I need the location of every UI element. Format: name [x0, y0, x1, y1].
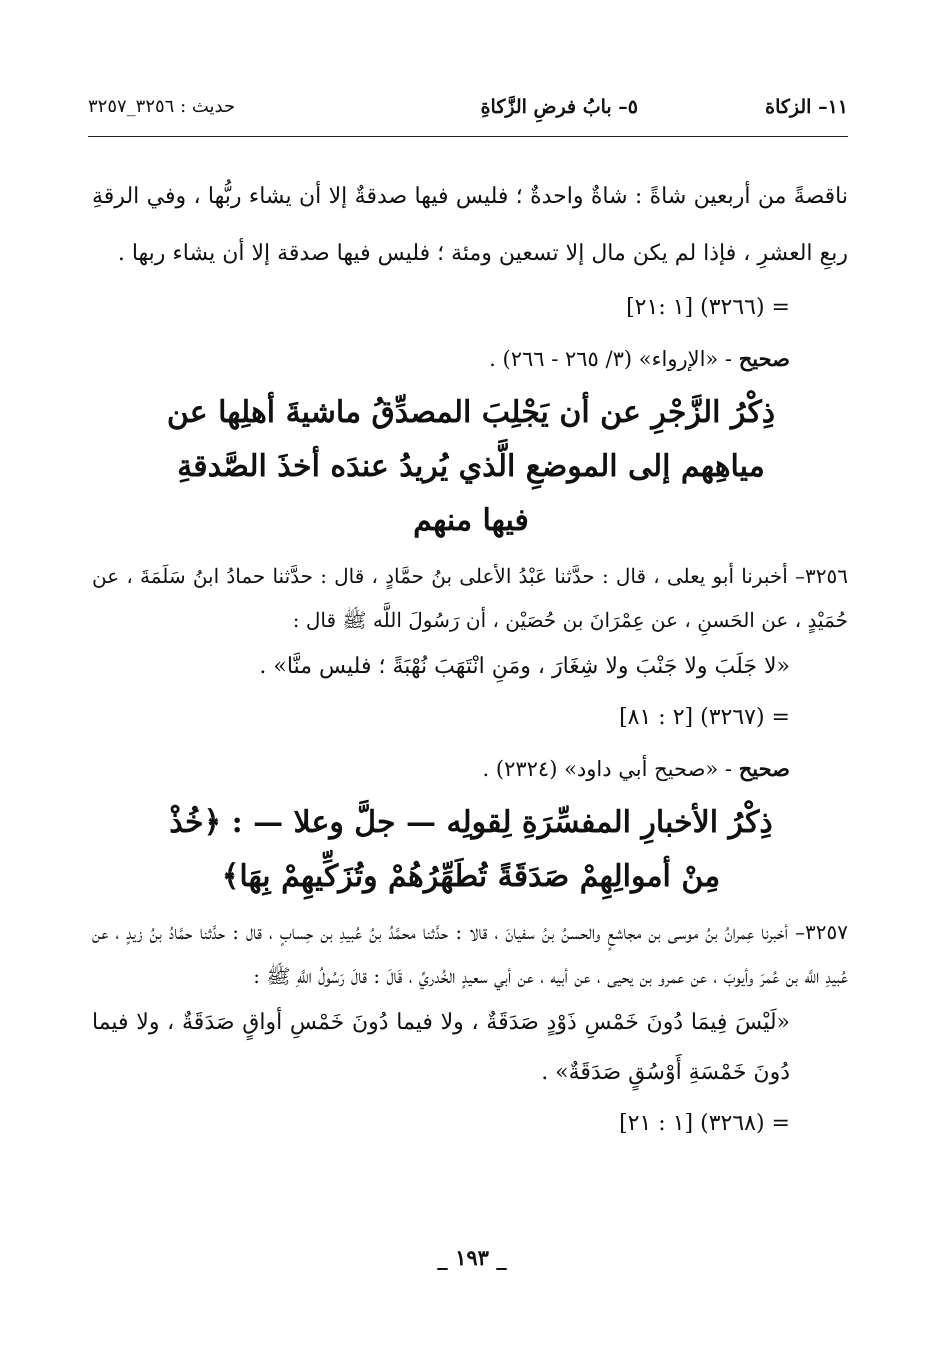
hadith-3257-quote: «لَيْسَ فِيمَا دُونَ خَمْسِ ذَوْدٍ صَدَقَةٌ ، ولا فيما دُونَ خَمْسِ أواقٍ صَدَقَةٌ ، ولا فيما دُونَ خَمْسَةِ أَوْسُقٍ صَدَقَةٌ» . [92, 1010, 790, 1085]
chapter-title-1: ذِكْرُ الزَّجْرِ عن أن يَجْلِبَ المصدِّقُ ماشيةَ أهلِها عن مياهِهم إلى الموضعِ الَّذي يُريدُ عندَه أخذَ الصَّدقةِ فيها منهم [166, 395, 776, 538]
grade-1-text: - «الإرواء» (٣/ ٢٦٥ - ٢٦٦) . [489, 347, 739, 371]
hadith-3256-grade [92, 744, 848, 794]
intro-paragraph: ناقصةً من أربعين شاةً : شاةٌ واحدةٌ ؛ فليس فيها صدقةٌ إلا أن يشاء ربُّها ، وفي الرقةِ ربعِ العشرِ ، فإذا لم يكن مال إلا تسعين ومئة ؛ فليس فيها صدقة إلا أن يشاء ربها . [92, 184, 848, 266]
running-header [88, 92, 848, 132]
header-hadith-range: حديث : ٣٢٥٦_٣٢٥٧ [88, 96, 236, 117]
hadith-3256-quote: «لا جَلَبَ ولا جَنْبَ ولا شِغَارَ ، ومَنِ انْتَهَبَ نُهْبَةً ؛ فليس منَّا» . [259, 654, 790, 679]
hadith-3257-reference: = (٣٢٦٨) [١ : ٢١] [619, 1111, 790, 1136]
hadith-3256-grade-text: - «صحيح أبي داود» (٢٣٢٤) . [482, 757, 739, 781]
hadith-3256-text: ٣٢٥٦– أخبرنا أبو يعلى ، قال : حدَّثنا عَبْدُ الأعلى بنُ حمَّادٍ ، قال : حدَّثنا حمادُ ابنُ سَلَمَةَ ، عن حُمَيْدٍ ، عن الحَسنِ ، عن عِمْرَانَ بن حُصَيْن ، أن رَسُولَ اللَّه ﷺ قال : [92, 564, 848, 632]
header-chapter: ١١– الزكاة [765, 96, 848, 118]
header-rule [88, 136, 848, 137]
page-number: _ ١٩٣ _ [437, 1245, 507, 1270]
grade-1 [92, 334, 848, 384]
hadith-3256-grade-label: صحيح [738, 756, 790, 781]
reference-1: = (٣٢٦٦) [١ :٢١] [626, 295, 790, 320]
grade-1-label: صحيح [738, 346, 790, 371]
hadith-3256-reference: = (٣٢٦٧) [٢ : ٨١] [619, 705, 790, 730]
chapter-title-2: ذِكْرُ الأخبارِ المفسِّرَةِ لِقولِه — جلَّ وعلا — : ﴿خُذْ مِنْ أموالِهِمْ صَدَقَةً تُطَهِّرُهُمْ وتُزَكِّيهِمْ بِهَا﴾ [169, 805, 773, 894]
header-section: ٥– بابُ فرضِ الزَّكاةِ [480, 96, 638, 118]
hadith-3257-text: ٣٢٥٧– أخبرنا عِمرانُ بنُ موسى بن مجاشعٍ والحسنُ بنُ سفيانَ ، قالا : حدَّثنا محمَّدُ بنُ عُبيدِ بن حِسابٍ ، قال : حدَّثنا حمَّادُ بنُ زيدٍ ، عن عُبيدِ اللَّه بن عُمرَ وأيوبَ ، عن عمرو بن يحيى ، عن أبيه ، عن أبي سعيدٍ الخُدريِّ ، قَالَ : قالَ رَسُولُ اللَّهِ ﷺ : [92, 920, 848, 988]
page-body [92, 168, 848, 1150]
